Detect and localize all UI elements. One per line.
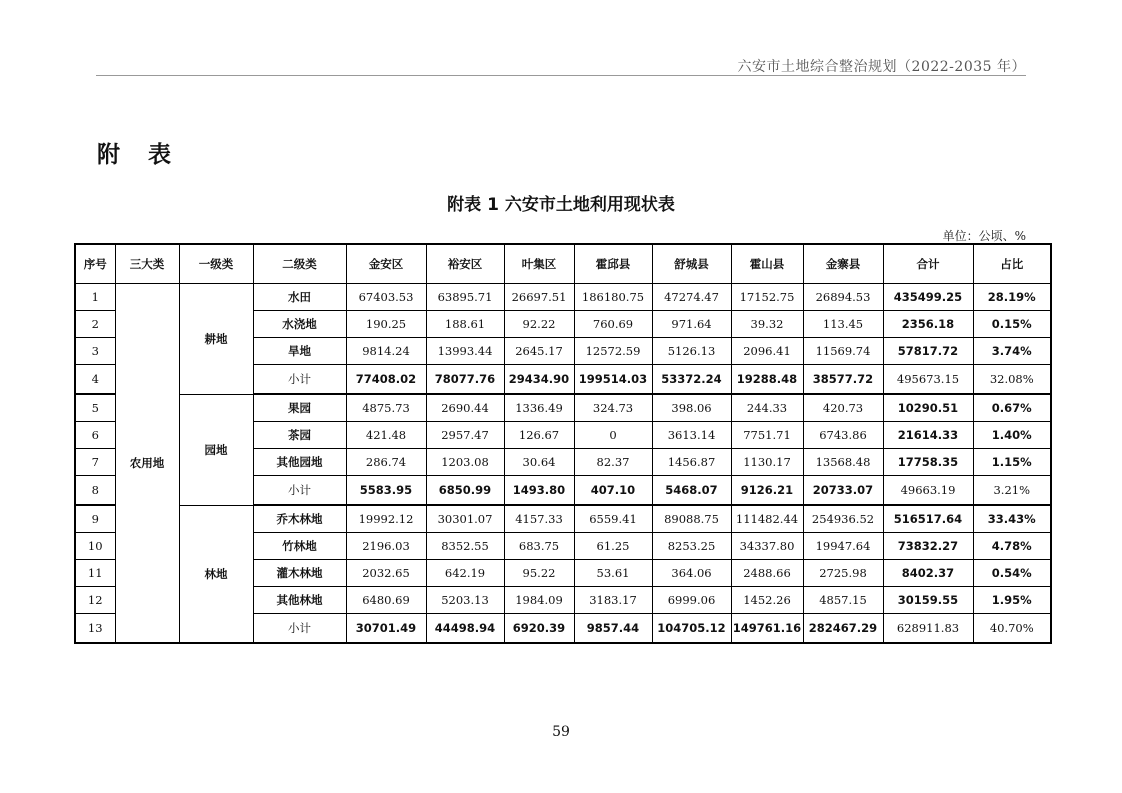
value-cell: 2957.47 — [426, 422, 504, 449]
ratio-cell: 0.15% — [973, 311, 1051, 338]
value-cell: 7751.71 — [731, 422, 803, 449]
value-cell: 971.64 — [652, 311, 731, 338]
ratio-cell: 3.74% — [973, 338, 1051, 365]
value-cell: 186180.75 — [574, 284, 652, 311]
section-title: 附 表 — [97, 142, 182, 168]
value-cell: 4875.73 — [346, 394, 426, 422]
col-header-total: 合计 — [883, 244, 973, 284]
value-cell: 9814.24 — [346, 338, 426, 365]
total-cell: 57817.72 — [883, 338, 973, 365]
ratio-cell: 1.40% — [973, 422, 1051, 449]
value-cell: 420.73 — [803, 394, 883, 422]
level2-cell: 果园 — [253, 394, 346, 422]
value-cell: 26894.53 — [803, 284, 883, 311]
level2-cell: 竹林地 — [253, 533, 346, 560]
row-number: 7 — [75, 449, 115, 476]
total-cell: 435499.25 — [883, 284, 973, 311]
value-cell: 4857.15 — [803, 587, 883, 614]
value-cell: 324.73 — [574, 394, 652, 422]
value-cell: 407.10 — [574, 476, 652, 506]
ratio-cell: 32.08% — [973, 365, 1051, 395]
total-cell: 73832.27 — [883, 533, 973, 560]
level2-cell: 小计 — [253, 614, 346, 644]
total-cell: 17758.35 — [883, 449, 973, 476]
value-cell: 188.61 — [426, 311, 504, 338]
value-cell: 6559.41 — [574, 505, 652, 533]
ratio-cell: 4.78% — [973, 533, 1051, 560]
value-cell: 5126.13 — [652, 338, 731, 365]
ratio-cell: 0.54% — [973, 560, 1051, 587]
value-cell: 3183.17 — [574, 587, 652, 614]
table-row — [75, 505, 1051, 533]
total-cell: 49663.19 — [883, 476, 973, 506]
value-cell: 44498.94 — [426, 614, 504, 644]
value-cell: 77408.02 — [346, 365, 426, 395]
value-cell: 126.67 — [504, 422, 574, 449]
row-number: 4 — [75, 365, 115, 395]
ratio-cell: 1.15% — [973, 449, 1051, 476]
value-cell: 78077.76 — [426, 365, 504, 395]
value-cell: 199514.03 — [574, 365, 652, 395]
row-number: 8 — [75, 476, 115, 506]
value-cell: 2196.03 — [346, 533, 426, 560]
value-cell: 760.69 — [574, 311, 652, 338]
value-cell: 4157.33 — [504, 505, 574, 533]
value-cell: 82.37 — [574, 449, 652, 476]
value-cell: 13568.48 — [803, 449, 883, 476]
level2-cell: 水浇地 — [253, 311, 346, 338]
ratio-cell: 33.43% — [973, 505, 1051, 533]
value-cell: 2645.17 — [504, 338, 574, 365]
value-cell: 398.06 — [652, 394, 731, 422]
total-cell: 21614.33 — [883, 422, 973, 449]
page-number: 59 — [552, 724, 570, 740]
value-cell: 6743.86 — [803, 422, 883, 449]
value-cell: 642.19 — [426, 560, 504, 587]
value-cell: 6850.99 — [426, 476, 504, 506]
col-header-level1: 一级类 — [179, 244, 253, 284]
col-header-district: 霍山县 — [731, 244, 803, 284]
value-cell: 104705.12 — [652, 614, 731, 644]
value-cell: 1456.87 — [652, 449, 731, 476]
value-cell: 244.33 — [731, 394, 803, 422]
total-cell: 516517.64 — [883, 505, 973, 533]
col-header-district: 裕安区 — [426, 244, 504, 284]
value-cell: 95.22 — [504, 560, 574, 587]
total-cell: 628911.83 — [883, 614, 973, 644]
value-cell: 19288.48 — [731, 365, 803, 395]
col-header-no: 序号 — [75, 244, 115, 284]
table-row — [75, 394, 1051, 422]
value-cell: 2690.44 — [426, 394, 504, 422]
level2-cell: 小计 — [253, 365, 346, 395]
value-cell: 92.22 — [504, 311, 574, 338]
value-cell: 5468.07 — [652, 476, 731, 506]
value-cell: 254936.52 — [803, 505, 883, 533]
value-cell: 53372.24 — [652, 365, 731, 395]
table-header-row — [75, 244, 1051, 284]
value-cell: 63895.71 — [426, 284, 504, 311]
value-cell: 1452.26 — [731, 587, 803, 614]
value-cell: 11569.74 — [803, 338, 883, 365]
value-cell: 1203.08 — [426, 449, 504, 476]
value-cell: 6999.06 — [652, 587, 731, 614]
value-cell: 19947.64 — [803, 533, 883, 560]
value-cell: 47274.47 — [652, 284, 731, 311]
header-rule — [96, 75, 1026, 76]
value-cell: 6480.69 — [346, 587, 426, 614]
value-cell: 2725.98 — [803, 560, 883, 587]
level2-cell: 其他园地 — [253, 449, 346, 476]
document-header-title: 六安市土地综合整治规划（2022-2035 年） — [737, 59, 1026, 75]
ratio-cell: 3.21% — [973, 476, 1051, 506]
value-cell: 34337.80 — [731, 533, 803, 560]
row-number: 10 — [75, 533, 115, 560]
value-cell: 53.61 — [574, 560, 652, 587]
col-header-level2: 二级类 — [253, 244, 346, 284]
level1-cell: 耕地 — [179, 284, 253, 395]
value-cell: 19992.12 — [346, 505, 426, 533]
unit-note: 单位：公顷、% — [942, 229, 1026, 243]
value-cell: 282467.29 — [803, 614, 883, 644]
value-cell: 3613.14 — [652, 422, 731, 449]
value-cell: 61.25 — [574, 533, 652, 560]
value-cell: 30701.49 — [346, 614, 426, 644]
ratio-cell: 0.67% — [973, 394, 1051, 422]
value-cell: 364.06 — [652, 560, 731, 587]
total-cell: 8402.37 — [883, 560, 973, 587]
row-number: 3 — [75, 338, 115, 365]
value-cell: 26697.51 — [504, 284, 574, 311]
level2-cell: 小计 — [253, 476, 346, 506]
col-header-category: 三大类 — [115, 244, 179, 284]
value-cell: 67403.53 — [346, 284, 426, 311]
row-number: 5 — [75, 394, 115, 422]
total-cell: 10290.51 — [883, 394, 973, 422]
level2-cell: 其他林地 — [253, 587, 346, 614]
value-cell: 149761.16 — [731, 614, 803, 644]
table-title: 附表 1 六安市土地利用现状表 — [447, 195, 675, 215]
value-cell: 8352.55 — [426, 533, 504, 560]
row-number: 2 — [75, 311, 115, 338]
value-cell: 0 — [574, 422, 652, 449]
row-number: 13 — [75, 614, 115, 644]
value-cell: 421.48 — [346, 422, 426, 449]
ratio-cell: 40.70% — [973, 614, 1051, 644]
value-cell: 39.32 — [731, 311, 803, 338]
value-cell: 1493.80 — [504, 476, 574, 506]
value-cell: 29434.90 — [504, 365, 574, 395]
value-cell: 111482.44 — [731, 505, 803, 533]
value-cell: 13993.44 — [426, 338, 504, 365]
col-header-ratio: 占比 — [973, 244, 1051, 284]
value-cell: 286.74 — [346, 449, 426, 476]
level1-cell: 园地 — [179, 394, 253, 505]
value-cell: 9126.21 — [731, 476, 803, 506]
value-cell: 1130.17 — [731, 449, 803, 476]
value-cell: 9857.44 — [574, 614, 652, 644]
level2-cell: 水田 — [253, 284, 346, 311]
ratio-cell: 1.95% — [973, 587, 1051, 614]
value-cell: 30.64 — [504, 449, 574, 476]
col-header-district: 金寨县 — [803, 244, 883, 284]
col-header-district: 金安区 — [346, 244, 426, 284]
value-cell: 5583.95 — [346, 476, 426, 506]
col-header-district: 叶集区 — [504, 244, 574, 284]
table-row — [75, 284, 1051, 311]
level2-cell: 茶园 — [253, 422, 346, 449]
level2-cell: 乔木林地 — [253, 505, 346, 533]
value-cell: 2096.41 — [731, 338, 803, 365]
value-cell: 113.45 — [803, 311, 883, 338]
row-number: 6 — [75, 422, 115, 449]
value-cell: 6920.39 — [504, 614, 574, 644]
value-cell: 30301.07 — [426, 505, 504, 533]
ratio-cell: 28.19% — [973, 284, 1051, 311]
category-cell: 农用地 — [115, 284, 179, 644]
value-cell: 190.25 — [346, 311, 426, 338]
row-number: 11 — [75, 560, 115, 587]
level2-cell: 灌木林地 — [253, 560, 346, 587]
row-number: 9 — [75, 505, 115, 533]
value-cell: 1336.49 — [504, 394, 574, 422]
value-cell: 8253.25 — [652, 533, 731, 560]
value-cell: 17152.75 — [731, 284, 803, 311]
value-cell: 89088.75 — [652, 505, 731, 533]
value-cell: 38577.72 — [803, 365, 883, 395]
total-cell: 495673.15 — [883, 365, 973, 395]
land-use-table — [74, 243, 1052, 644]
value-cell: 683.75 — [504, 533, 574, 560]
total-cell: 2356.18 — [883, 311, 973, 338]
value-cell: 2488.66 — [731, 560, 803, 587]
value-cell: 2032.65 — [346, 560, 426, 587]
col-header-district: 舒城县 — [652, 244, 731, 284]
level2-cell: 旱地 — [253, 338, 346, 365]
level1-cell: 林地 — [179, 505, 253, 643]
value-cell: 1984.09 — [504, 587, 574, 614]
value-cell: 20733.07 — [803, 476, 883, 506]
row-number: 1 — [75, 284, 115, 311]
row-number: 12 — [75, 587, 115, 614]
col-header-district: 霍邱县 — [574, 244, 652, 284]
value-cell: 5203.13 — [426, 587, 504, 614]
value-cell: 12572.59 — [574, 338, 652, 365]
total-cell: 30159.55 — [883, 587, 973, 614]
